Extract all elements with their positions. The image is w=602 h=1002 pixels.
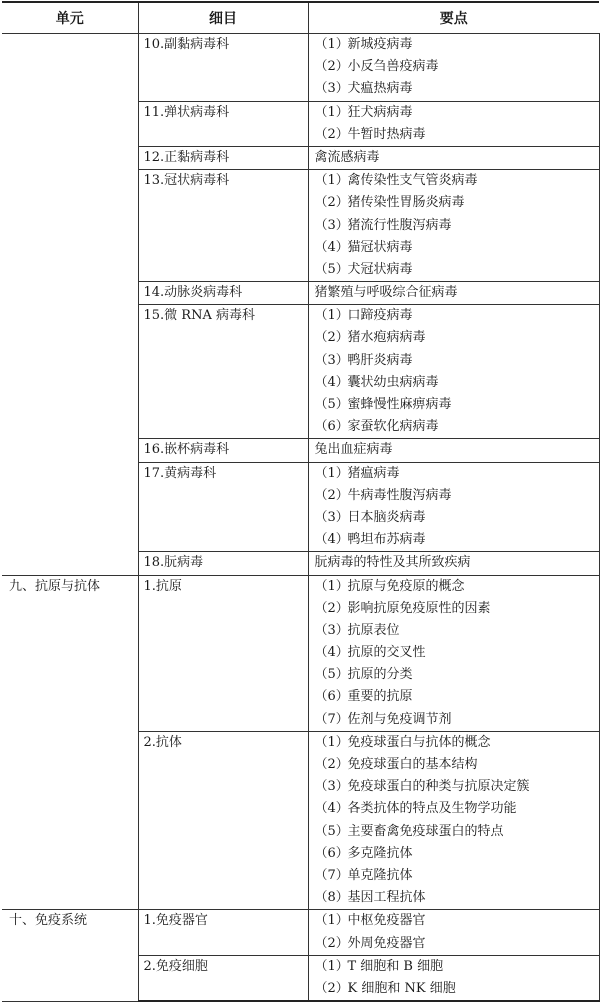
keypoint-item (315, 34, 599, 56)
keypoint-text: 佐剂与免疫调节剂 (347, 711, 452, 727)
subitem-cell (138, 34, 308, 102)
keypoint-text: 影响抗原免疫原性的因素 (347, 600, 491, 616)
keypoint-item (315, 78, 599, 100)
keypoint-item (315, 865, 599, 887)
keypoint-number: （2） (314, 935, 349, 951)
keypoints-cell (308, 305, 599, 439)
keypoints-cell (308, 731, 599, 910)
subitem-cell (138, 955, 308, 1001)
keypoint-number: （3） (314, 352, 349, 368)
keypoint-number: （2） (314, 757, 349, 772)
subitem-label: 1.抗原 (143, 578, 182, 594)
keypoint-text: 基因工程抗体 (347, 890, 426, 906)
keypoint-text: 免疫球蛋白与抗体的概念 (347, 734, 491, 750)
keypoint-item (315, 463, 599, 485)
keypoint-text: 多克隆抗体 (347, 845, 413, 861)
keypoints-cell (308, 101, 599, 146)
subitem-cell (138, 462, 308, 552)
keypoint-text: 囊状幼虫病病毒 (347, 374, 439, 390)
unit-cell (2, 910, 138, 1001)
keypoints-cell (308, 955, 599, 1001)
header-unit: 单元 (2, 2, 138, 34)
keypoint-text: 兔出血症病毒 (314, 442, 393, 458)
keypoint-item (315, 620, 599, 642)
keypoint-text: 抗原与免疫原的概念 (347, 578, 465, 594)
keypoint-item (315, 552, 599, 574)
subitem-label: 13.冠状病毒科 (143, 173, 230, 189)
keypoint-text: 猪流行性腹泻病毒 (347, 217, 452, 233)
keypoint-item (315, 576, 599, 598)
keypoint-number: （4） (314, 801, 349, 817)
header-subitem: 细目 (138, 2, 308, 34)
keypoint-item (315, 529, 599, 551)
keypoint-number: （5） (314, 261, 349, 277)
subitem-label: 11.弹状病毒科 (143, 104, 230, 120)
keypoint-number: （3） (314, 509, 349, 525)
subitem-label: 14.动脉炎病毒科 (143, 285, 243, 301)
keypoint-number: （1） (314, 465, 349, 481)
keypoint-number: （7） (314, 867, 349, 883)
subitem-cell (138, 282, 308, 305)
unit-label: 十、免疫系统 (9, 913, 88, 929)
keypoint-text: 猪瘟病毒 (347, 465, 400, 481)
keypoint-text: 中枢免疫器官 (347, 913, 426, 929)
unit-label (9, 34, 138, 56)
keypoints-cell (308, 552, 599, 575)
keypoint-item (315, 910, 599, 932)
keypoint-text: 猪传染性胃肠炎病毒 (347, 195, 465, 211)
header-keypoints: 要点 (308, 2, 599, 34)
keypoint-number: （2） (314, 126, 349, 142)
keypoint-number: （5） (314, 667, 349, 683)
keypoint-item (315, 598, 599, 620)
keypoint-item (315, 485, 599, 507)
keypoint-item (315, 259, 599, 281)
keypoint-number: （4） (314, 645, 349, 661)
subitem-cell (138, 146, 308, 169)
keypoint-item (315, 416, 599, 438)
keypoint-text: 单克隆抗体 (347, 867, 413, 883)
keypoint-item (315, 887, 599, 909)
keypoint-item (315, 102, 599, 124)
keypoint-number: （3） (314, 217, 349, 233)
keypoint-item (315, 686, 599, 708)
keypoints-cell (308, 146, 599, 169)
keypoint-item (315, 776, 599, 798)
keypoint-number: （2） (314, 600, 349, 616)
keypoint-number: （1） (314, 173, 349, 189)
keypoint-number: （1） (314, 37, 349, 52)
keypoints-cell (308, 439, 599, 462)
subitem-label: 2.抗体 (143, 734, 182, 750)
subitem-cell (138, 305, 308, 439)
keypoint-item (315, 754, 599, 776)
syllabus-table (2, 1, 600, 1002)
keypoint-text: 犬瘟热病毒 (347, 81, 413, 97)
keypoint-item (315, 642, 599, 664)
keypoint-text: 家蚕软化病病毒 (347, 419, 439, 435)
subitem-cell (138, 439, 308, 462)
keypoint-number: （1） (314, 578, 349, 594)
keypoint-item (315, 282, 599, 304)
keypoint-text: 牛暂时热病毒 (347, 126, 426, 142)
keypoint-item (315, 732, 599, 754)
table-row (2, 910, 599, 955)
keypoint-item (315, 843, 599, 865)
keypoint-number: （3） (314, 779, 349, 795)
keypoint-text: 猪繁殖与呼吸综合征病毒 (314, 285, 458, 301)
subitem-cell (138, 101, 308, 146)
keypoint-text: 抗原的分类 (347, 667, 413, 683)
subitem-label: 2.免疫细胞 (143, 958, 208, 974)
keypoints-cell (308, 462, 599, 552)
table-body (2, 34, 599, 1002)
keypoint-item (315, 372, 599, 394)
subitem-cell (138, 170, 308, 282)
subitem-label: 16.嵌杯病毒科 (143, 442, 230, 458)
keypoint-text: 牛病毒性腹泻病毒 (347, 487, 452, 503)
keypoint-text: 猫冠状病毒 (347, 239, 413, 255)
keypoint-item (315, 237, 599, 259)
keypoint-number: （2） (314, 487, 349, 503)
keypoint-item (315, 821, 599, 843)
subitem-cell (138, 575, 308, 731)
subitem-cell (138, 552, 308, 575)
keypoint-item (315, 956, 599, 978)
keypoint-number: （6） (314, 419, 349, 435)
keypoints-cell (308, 575, 599, 731)
keypoint-item (315, 124, 599, 146)
keypoint-number: （1） (314, 104, 349, 120)
keypoint-text: 免疫球蛋白的基本结构 (347, 757, 478, 772)
keypoint-text: 狂犬病病毒 (347, 104, 413, 120)
keypoint-item (315, 147, 599, 169)
header-row (2, 2, 599, 34)
keypoints-cell (308, 170, 599, 282)
keypoint-item (315, 305, 599, 327)
keypoint-number: （1） (314, 308, 349, 324)
keypoint-text: 免疫球蛋白的种类与抗原决定簇 (347, 779, 530, 795)
keypoint-item (315, 56, 599, 78)
keypoint-text: 猪水疱病病毒 (347, 330, 426, 346)
subitem-label: 18.朊病毒 (143, 555, 204, 571)
keypoint-item (315, 394, 599, 416)
keypoint-number: （5） (314, 397, 349, 412)
keypoint-number: （4） (314, 532, 349, 548)
keypoint-text: 朊病毒的特性及其所致疾病 (314, 555, 471, 571)
subitem-label: 17.黄病毒科 (143, 465, 217, 481)
keypoint-item (315, 327, 599, 349)
keypoint-number: （6） (314, 689, 349, 705)
keypoint-number: （2） (314, 330, 349, 346)
keypoint-text: T 细胞和 B 细胞 (347, 958, 444, 974)
unit-label: 九、抗原与抗体 (9, 578, 101, 594)
keypoints-cell (308, 910, 599, 955)
keypoint-number: （1） (314, 958, 349, 974)
keypoint-text: 主要畜禽免疫球蛋白的特点 (347, 823, 504, 839)
syllabus-table-page (2, 1, 599, 1002)
keypoint-text: 禽流感病毒 (314, 149, 380, 165)
keypoint-item (315, 978, 599, 1000)
keypoint-text: 口蹄疫病毒 (347, 308, 413, 324)
keypoint-text: 抗原表位 (347, 622, 400, 638)
keypoint-number: （4） (314, 374, 349, 390)
unit-cell (2, 34, 138, 576)
keypoint-text: 各类抗体的特点及生物学功能 (347, 801, 517, 817)
keypoint-number: （4） (314, 239, 349, 255)
keypoint-number: （1） (314, 734, 349, 750)
keypoint-number: （3） (314, 81, 349, 97)
keypoint-number: （7） (314, 711, 349, 727)
keypoints-cell (308, 34, 599, 102)
keypoint-item (315, 170, 599, 192)
keypoint-item (315, 798, 599, 820)
keypoint-number: （8） (314, 890, 349, 906)
keypoint-text: 外周免疫器官 (347, 935, 426, 951)
keypoint-text: 抗原的交叉性 (347, 645, 426, 661)
keypoints-cell (308, 282, 599, 305)
keypoint-text: 小反刍兽疫病毒 (347, 59, 439, 75)
keypoint-item (315, 192, 599, 214)
keypoint-item (315, 215, 599, 237)
subitem-label: 12.正黏病毒科 (143, 149, 230, 165)
keypoint-number: （2） (314, 195, 349, 211)
keypoint-number: （1） (314, 913, 349, 929)
keypoint-text: 禽传染性支气管炎病毒 (347, 173, 478, 189)
keypoint-text: 蜜蜂慢性麻痹病毒 (347, 397, 452, 412)
keypoint-number: （2） (314, 59, 349, 75)
keypoint-item (315, 350, 599, 372)
keypoint-item (315, 507, 599, 529)
keypoint-text: 新城疫病毒 (347, 37, 413, 52)
keypoint-number: （5） (314, 823, 349, 839)
subitem-label: 15.微 RNA 病毒科 (143, 308, 255, 324)
subitem-cell (138, 731, 308, 910)
subitem-label: 10.副黏病毒科 (143, 37, 230, 52)
keypoint-text: 鸭肝炎病毒 (347, 352, 413, 368)
keypoint-item (315, 709, 599, 731)
unit-cell (2, 575, 138, 910)
keypoint-text: 鸭坦布苏病毒 (347, 532, 426, 548)
subitem-label: 1.免疫器官 (143, 913, 208, 929)
keypoint-text: 日本脑炎病毒 (347, 509, 426, 525)
keypoint-text: 犬冠状病毒 (347, 261, 413, 277)
table-row (2, 575, 599, 731)
keypoint-item (315, 664, 599, 686)
keypoint-number: （3） (314, 622, 349, 638)
keypoint-item (315, 933, 599, 955)
keypoint-number: （2） (314, 980, 349, 996)
subitem-cell (138, 910, 308, 955)
table-row (2, 34, 599, 102)
keypoint-number: （6） (314, 845, 349, 861)
keypoint-text: 重要的抗原 (347, 689, 413, 705)
keypoint-text: K 细胞和 NK 细胞 (347, 980, 456, 996)
keypoint-item (315, 439, 599, 461)
